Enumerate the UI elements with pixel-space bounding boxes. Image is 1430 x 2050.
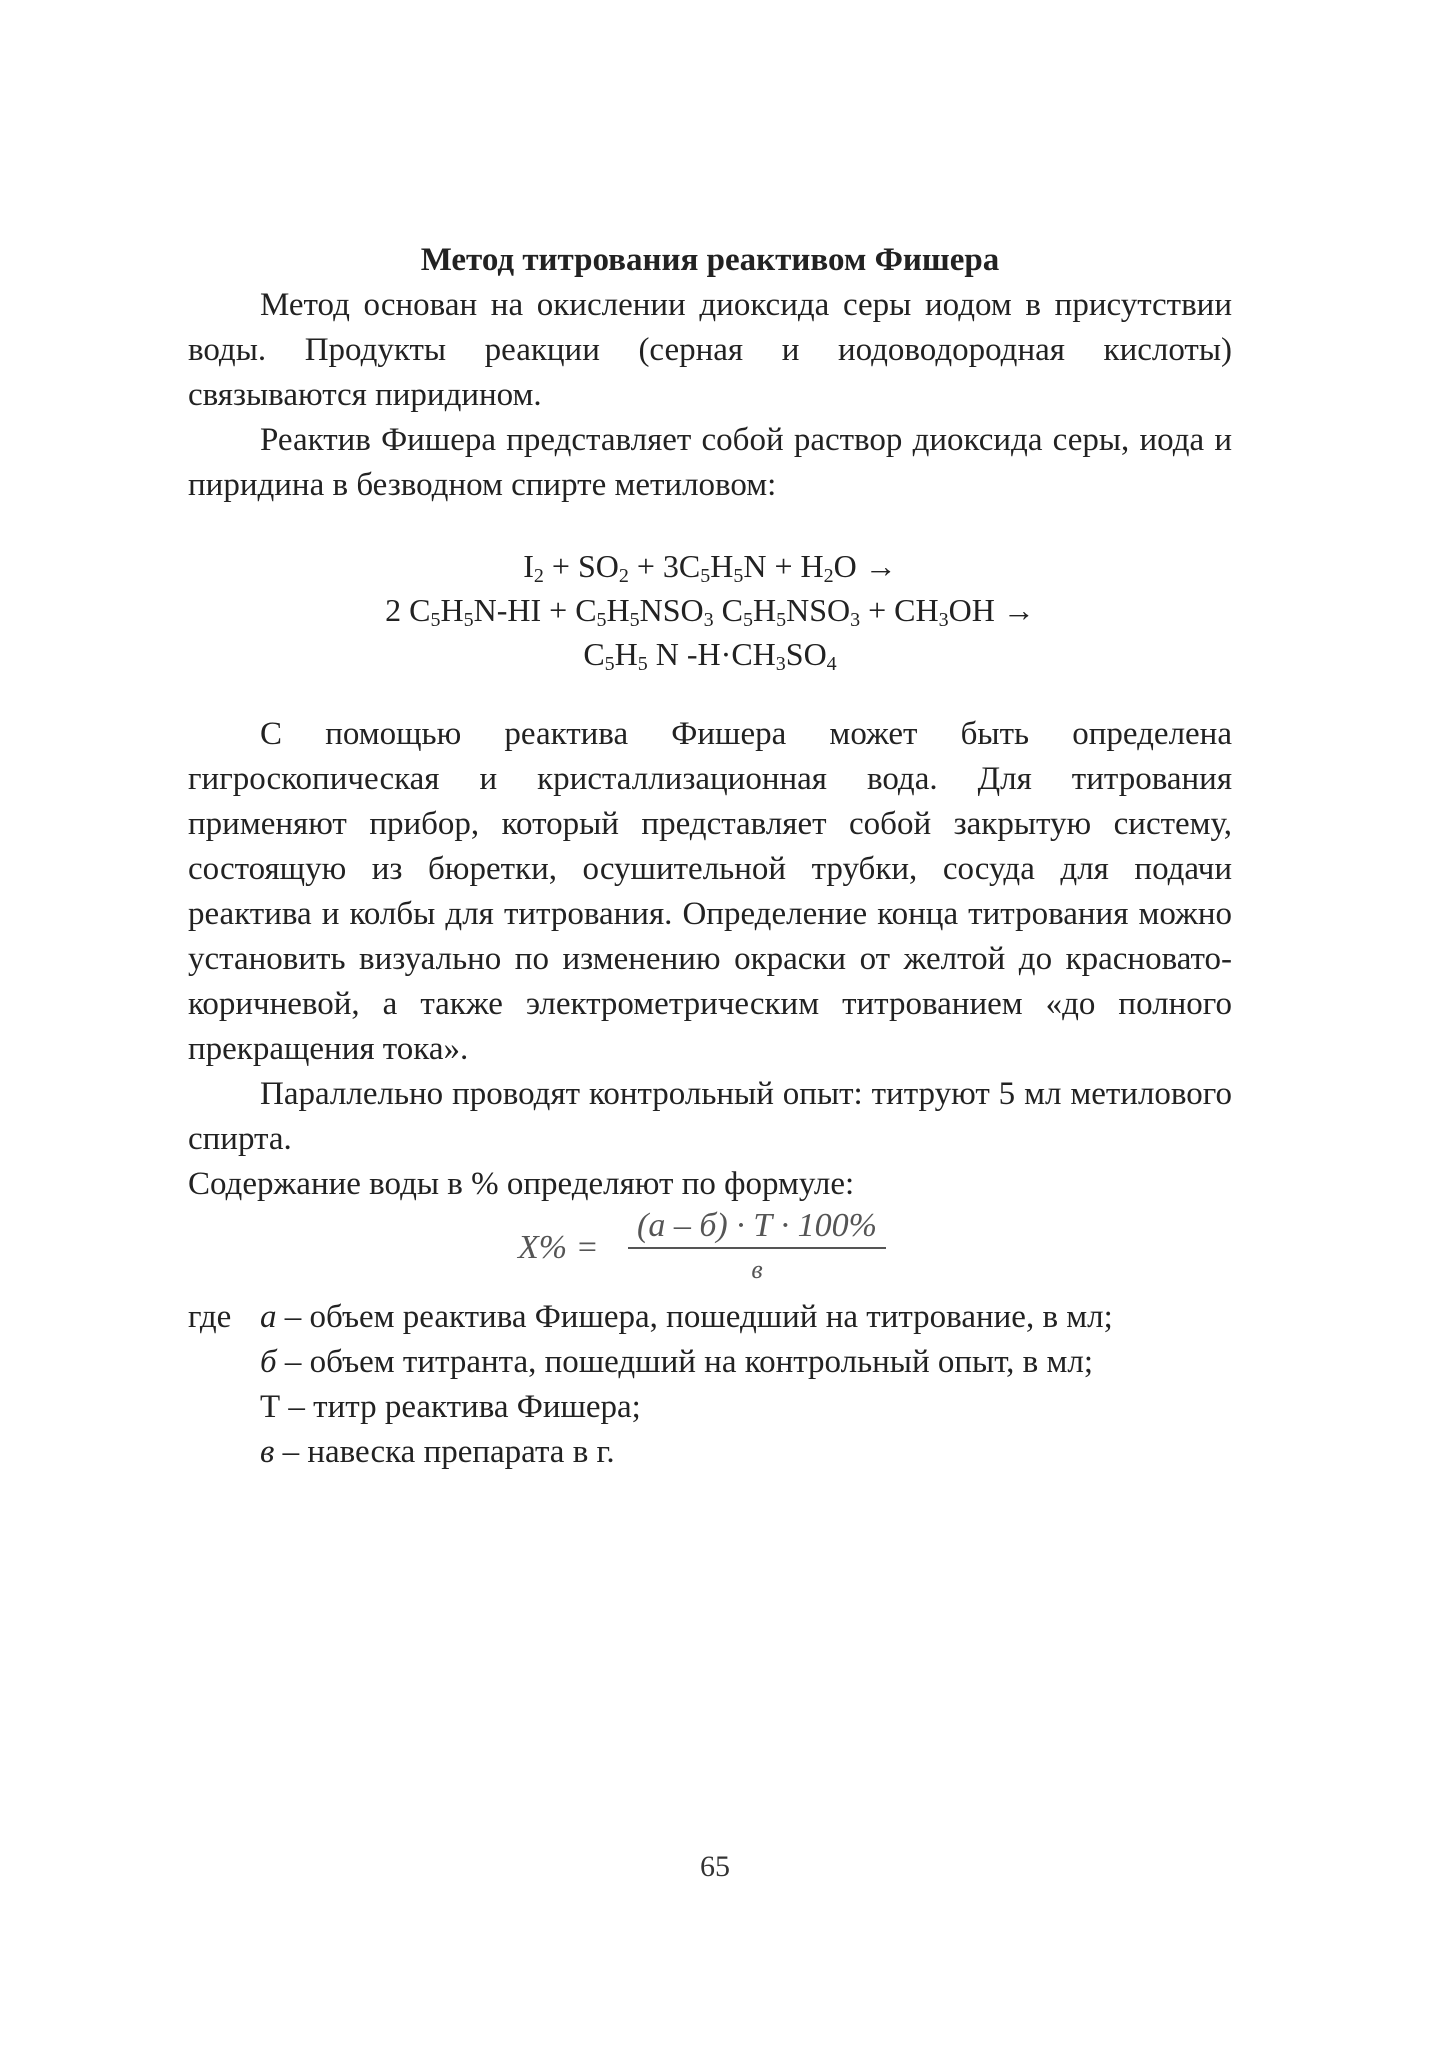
legend-symbol: Т (260, 1389, 281, 1425)
formula-denominator: в (751, 1255, 763, 1284)
legend-description: – объем титранта, пошедший на контрольный опыт, в мл; (276, 1344, 1094, 1380)
page-number: 65 (700, 1850, 730, 1883)
legend-symbol: б (260, 1344, 277, 1380)
formula-numerator: (а – б) · Т · 100% (637, 1207, 877, 1244)
legend-item (188, 1340, 1232, 1385)
legend-item (188, 1430, 1232, 1475)
equation-line-1: $I_2 + SO_2 + 3C_5H_5N + H_2O$ → (523, 548, 897, 587)
legend-description: – навеска препарата в г. (274, 1434, 615, 1470)
paragraph-determination: С помощью реактива Фишера может быть определена гигроскопическая и кристаллизационная вода. Для титрования применяют прибор, который представляет собой закрытую систему, состоящую из бюретки, осушительной трубки, сосуда для подачи реактива и колбы для титрования. Определение конца титрования можно установить визуально по изменению окраски от желтой до красновато-коричневой, а также электрометрическим титрованием «до полного прекращения тока». (188, 716, 1232, 1067)
fraction-bar (628, 1247, 886, 1249)
reaction-equation (188, 544, 1232, 676)
paragraph-formula-intro: Содержание воды в % определяют по формуле: (188, 1166, 855, 1202)
document-body (188, 238, 1232, 1475)
paragraph-method-basis: Метод основан на окислении диоксида серы иодом в присутствии воды. Продукты реакции (серная и иодоводородная кислоты) связываются пиридином. (188, 287, 1232, 413)
legend-item (188, 1295, 1232, 1340)
water-content-formula (188, 1207, 1232, 1295)
formula-lhs: X% = (518, 1229, 599, 1266)
paragraph-reagent-composition: Реактив Фишера представляет собой раствор диоксида серы, иода и пиридина в безводном спирте метиловом: (188, 422, 1232, 503)
legend-description: – объем реактива Фишера, пошедший на титрование, в мл; (276, 1299, 1113, 1335)
paragraph-control-experiment: Параллельно проводят контрольный опыт: титруют 5 мл метилового спирта. (188, 1076, 1232, 1157)
formula-legend (188, 1295, 1232, 1475)
equation-line-3: $C_5H_5$ N $-H\cdot CH_3SO_4$ (583, 636, 837, 675)
section-title: Метод титрования реактивом Фишера (420, 242, 1000, 278)
formula-fraction (628, 1207, 886, 1287)
legend-where-label: где (188, 1299, 232, 1335)
legend-item (188, 1385, 1232, 1430)
legend-symbol: а (260, 1299, 277, 1335)
legend-description: – титр реактива Фишера; (280, 1389, 641, 1425)
legend-symbol: в (260, 1434, 275, 1470)
equation-line-2: 2 $C_5H_5N-HI + C_5H_5NSO_3$ $C_5H_5NSO_3 + CH_3OH$ → (385, 592, 1035, 631)
